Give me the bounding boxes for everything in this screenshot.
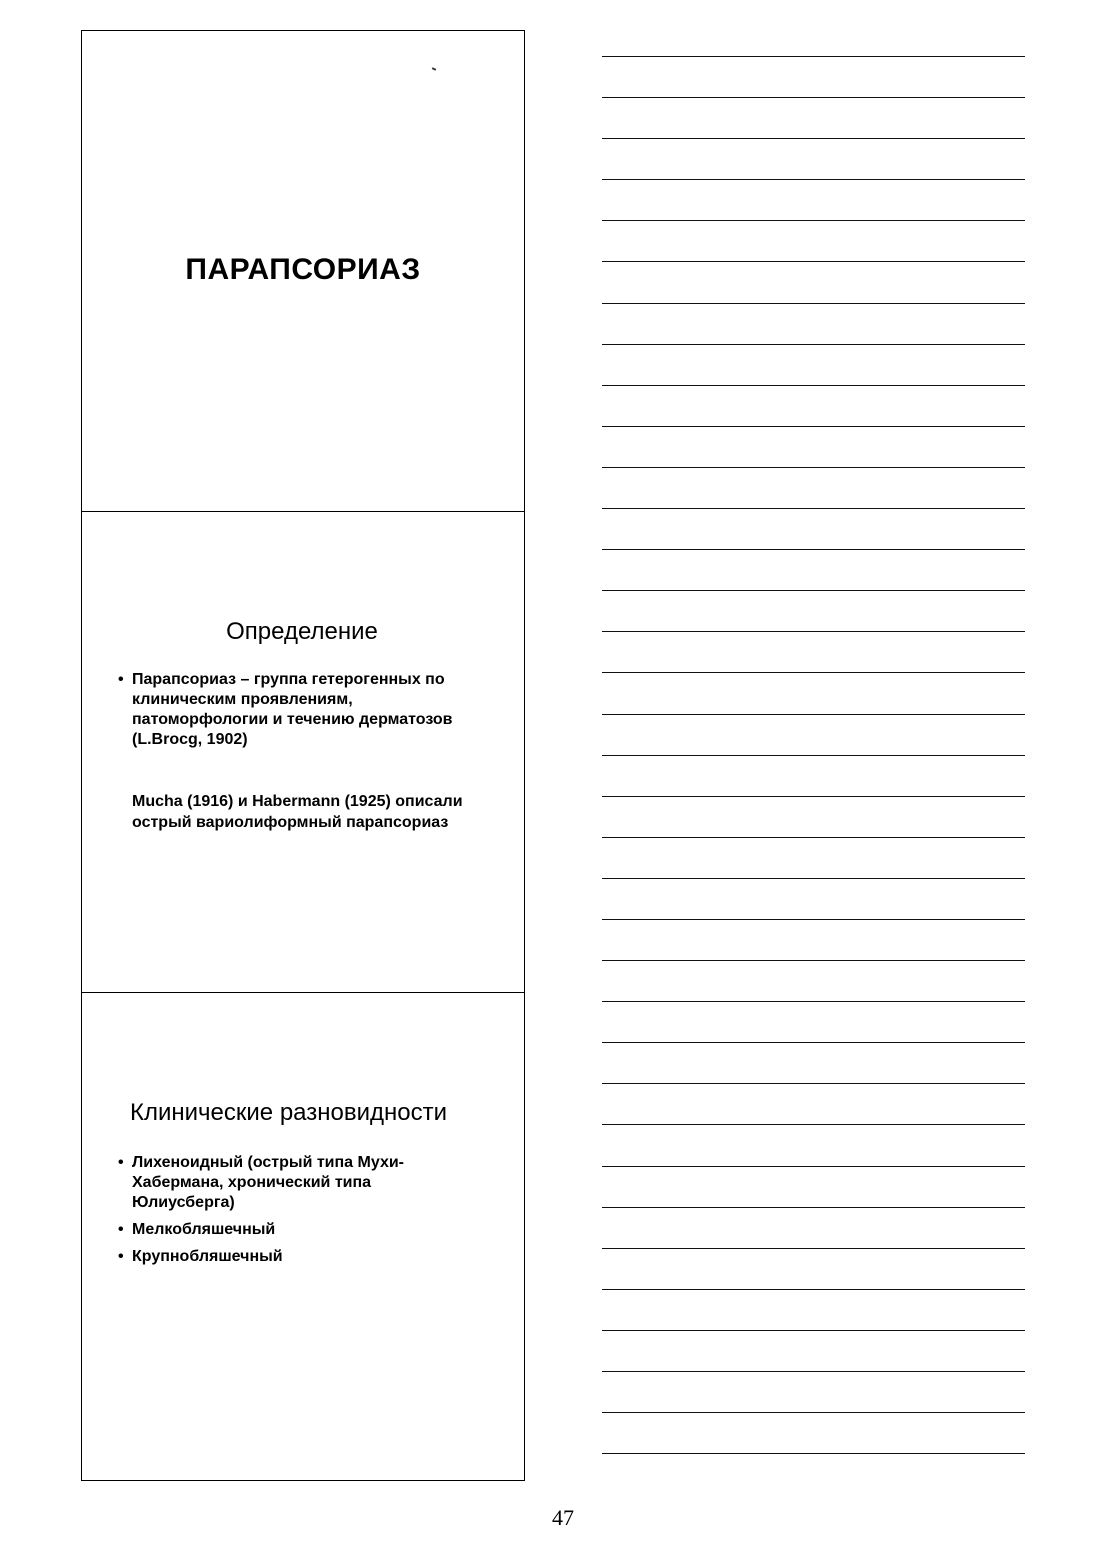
note-line (602, 261, 1025, 302)
note-line (602, 1371, 1025, 1412)
notes-lines-area (602, 56, 1025, 1494)
note-line (602, 1248, 1025, 1289)
note-line (602, 714, 1025, 755)
varieties-bullet-list (118, 1153, 478, 1274)
bullet-icon: • (118, 671, 124, 688)
bullet-icon: • (118, 1154, 124, 1171)
note-line (602, 1124, 1025, 1165)
note-line (602, 426, 1025, 467)
note-line (602, 467, 1025, 508)
definition-paragraph: Mucha (1916) и Habermann (1925) описали острый вариолиформный парапсориаз (132, 793, 463, 831)
slide-heading-varieties: Клинические разновидности (130, 1099, 448, 1126)
note-line (602, 796, 1025, 837)
note-line (602, 1001, 1025, 1042)
note-line (602, 1330, 1025, 1371)
slide-heading-definition: Определение (226, 618, 378, 645)
note-line (602, 672, 1025, 713)
slide-definition (82, 512, 524, 993)
note-line (602, 56, 1025, 97)
note-line (602, 549, 1025, 590)
list-item (118, 1153, 478, 1213)
list-item-text: Лихеноидный (острый типа Мухи-Хабермана, хронический типа Юлиусберга) (132, 1154, 405, 1211)
list-item (118, 1247, 478, 1267)
scan-speck (432, 67, 436, 71)
page-number: 47 (552, 1505, 574, 1530)
note-line (602, 344, 1025, 385)
note-line (602, 179, 1025, 220)
note-line (602, 755, 1025, 796)
note-line (602, 878, 1025, 919)
slide-handout-column (81, 30, 525, 1481)
list-item-text: Парапсориаз – группа гетерогенных по клиническим проявлениям, патоморфологии и течению дерматозов (L.Brocg, 1902) (132, 671, 453, 748)
slide-varieties (82, 993, 524, 1480)
list-item (118, 670, 478, 750)
note-line (602, 1166, 1025, 1207)
definition-bullet-list (118, 670, 478, 757)
note-line (602, 1207, 1025, 1248)
note-line (602, 919, 1025, 960)
note-line (602, 631, 1025, 672)
note-line (602, 97, 1025, 138)
note-line (602, 1453, 1025, 1494)
bullet-icon: • (118, 1221, 124, 1238)
note-line (602, 1412, 1025, 1453)
note-line (602, 385, 1025, 426)
note-line (602, 960, 1025, 1001)
list-item-text: Крупнобляшечный (132, 1248, 283, 1265)
slide-main-title: ПАРАПСОРИАЗ (185, 253, 421, 286)
note-line (602, 138, 1025, 179)
note-line (602, 1083, 1025, 1124)
note-line (602, 1042, 1025, 1083)
note-line (602, 1289, 1025, 1330)
note-line (602, 303, 1025, 344)
note-line (602, 837, 1025, 878)
note-line (602, 220, 1025, 261)
note-line (602, 590, 1025, 631)
bullet-icon: • (118, 1248, 124, 1265)
note-line (602, 508, 1025, 549)
list-item (118, 1220, 478, 1240)
list-item-text: Мелкобляшечный (132, 1221, 276, 1238)
slide-title (82, 31, 524, 512)
